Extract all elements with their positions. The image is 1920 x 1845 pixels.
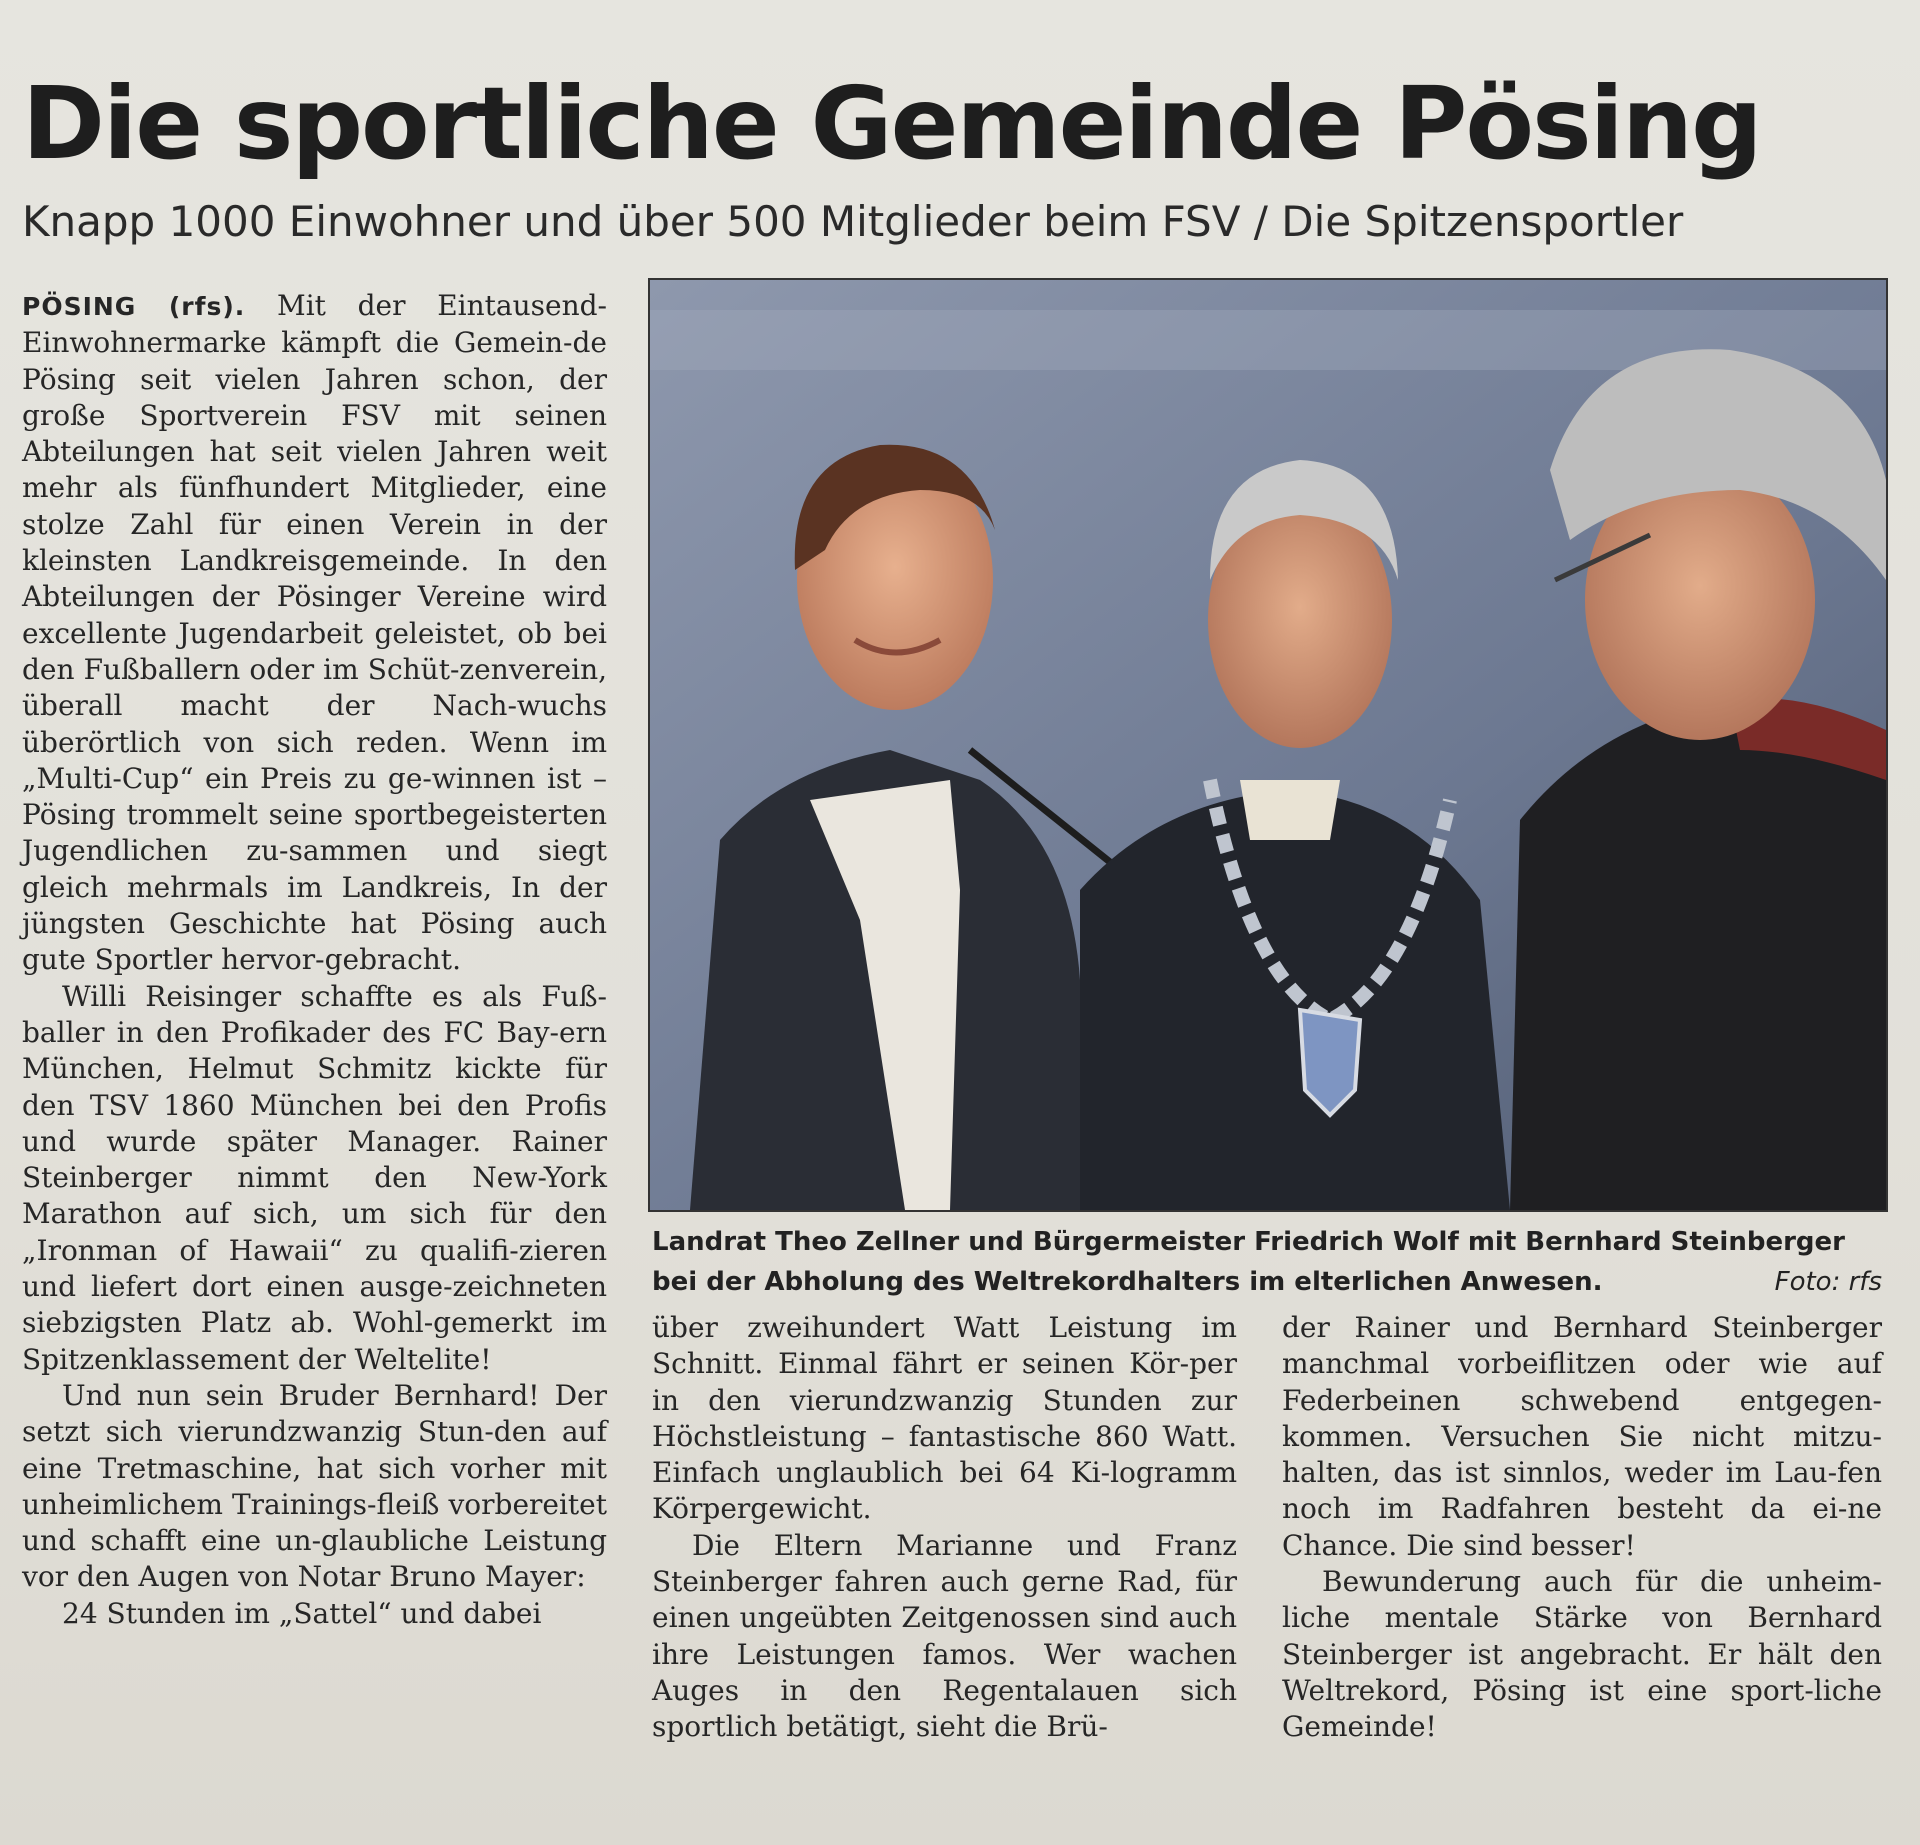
- article-column-1: [22, 288, 607, 1632]
- caption-line: Landrat Theo Zellner und Bürgermeister Friedrich Wolf mit Bernhard Steinberger: [652, 1227, 1845, 1257]
- photo-caption: [652, 1222, 1882, 1302]
- article-paragraph: Willi Reisinger schaffte es als Fuß-baller in den Profikader des FC Bay-ern München, Helmut Schmitz kickte für den TSV 1860 München bei den Profis und wurde später Manager. Rainer Steinberger nimmt den New-York Marathon auf sich, um sich für den „Ironman of Hawaii“ zu qualifi-zieren und liefert dort einen ausge-zeichneten siebzigsten Platz ab. Wohl-gemerkt im Spitzenklassement der Weltelite!: [22, 979, 607, 1376]
- dateline: PÖSING (rfs).: [22, 292, 246, 321]
- photo-credit: Foto: rfs: [1774, 1267, 1882, 1297]
- caption-text: bei der Abholung des Weltrekordhalters im elterlichen Anwesen.: [652, 1267, 1603, 1297]
- article-subheadline: Knapp 1000 Einwohner und über 500 Mitglieder beim FSV / Die Spitzensportler: [22, 197, 1684, 246]
- article-paragraph: [22, 288, 607, 979]
- article-paragraph: Die Eltern Marianne und Franz Steinberger fahren auch gerne Rad, für einen ungeübten Zeitgenossen sind auch ihre Leistungen famos. Wer wachen Auges in den Regentalauen sich sportlich betätigt, sieht die Brü-: [652, 1528, 1237, 1744]
- photo-illustration: [650, 280, 1886, 1210]
- article-column-2: [652, 1310, 1237, 1746]
- article-paragraph: Und nun sein Bruder Bernhard! Der setzt sich vierundzwanzig Stun-den auf eine Tretmaschine, hat sich vorher mit unheimlichem Trainings-fleiß vorbereitet und schafft eine un-glaubliche Leistung vor den Augen von Notar Bruno Mayer:: [22, 1378, 607, 1594]
- article-headline: Die sportliche Gemeinde Pösing: [22, 65, 1761, 182]
- paragraph-text: Mit der Eintausend-Einwohnermarke kämpft die Gemein-de Pösing seit vielen Jahren schon, der große Sportverein FSV mit seinen Abteilungen hat seit vielen Jahren weit mehr als fünfhundert Mitglieder, eine stolze Zahl für einen Verein in der kleinsten Landkreisgemeinde. In den Abteilungen der Pösinger Vereine wird excellente Jugendarbeit geleistet, ob bei den Fußballern oder im Schüt-zenverein, überall macht der Nach-wuchs überörtlich von sich reden. Wenn im „Multi-Cup“ ein Preis zu ge-winnen ist – Pösing trommelt seine sportbegeisterten Jugendlichen zu-sammen und siegt gleich mehrmals im Landkreis, In der jüngsten Geschichte hat Pösing auch gute Sportler hervor-gebracht.: [22, 289, 607, 977]
- caption-line: [652, 1262, 1882, 1302]
- article-photo: [648, 278, 1888, 1212]
- article-paragraph: über zweihundert Watt Leistung im Schnitt. Einmal fährt er seinen Kör-per in den vierundzwanzig Stunden zur Höchstleistung – fantastische 860 Watt. Einfach unglaublich bei 64 Ki-logramm Körpergewicht.: [652, 1311, 1237, 1526]
- article-column-3: [1282, 1310, 1882, 1746]
- article-paragraph: Bewunderung auch für die unheim-liche mentale Stärke von Bernhard Steinberger ist angebracht. Er hält den Weltrekord, Pösing ist eine sport-liche Gemeinde!: [1282, 1565, 1882, 1744]
- article-paragraph: der Rainer und Bernhard Steinberger manchmal vorbeiflitzen oder wie auf Federbeinen schwebend entgegen-kommen. Versuchen Sie nicht mitzu-halten, das ist sinnlos, weder im Lau-fen noch im Radfahren besteht da ei-ne Chance. Die sind besser!: [1282, 1311, 1882, 1562]
- article-paragraph: 24 Stunden im „Sattel“ und dabei: [62, 1596, 542, 1630]
